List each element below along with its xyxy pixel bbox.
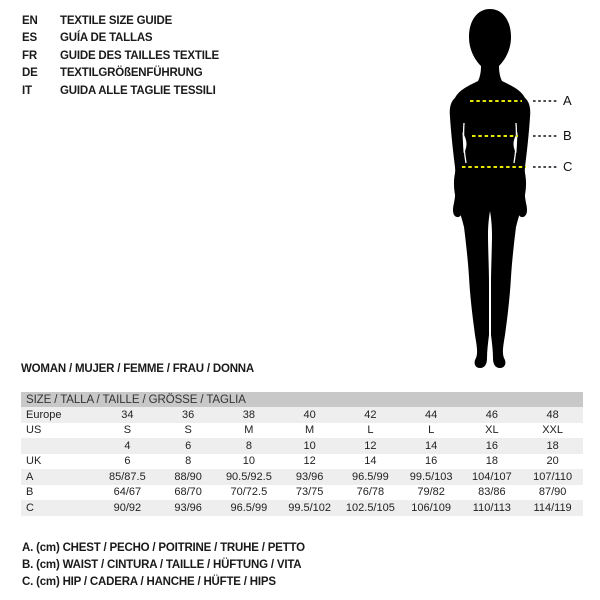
size-chart-header-row: [21, 392, 583, 407]
language-code: ES: [22, 32, 37, 45]
language-label: TEXTILGRÖßENFÜHRUNG: [60, 67, 203, 80]
legend-line: B. (cm) WAIST / CINTURA / TAILLE / HÜFTUNG / VITA: [22, 559, 302, 572]
size-cell: 107/110: [522, 469, 583, 485]
row-label: US: [26, 424, 42, 437]
size-cell: 73/75: [295, 486, 324, 499]
size-cell: 93/96: [279, 469, 340, 485]
size-cell: 90/92: [97, 500, 158, 516]
size-cell: 99.5/103: [401, 469, 462, 485]
size-cell: 83/86: [478, 486, 506, 499]
size-cell: 93/96: [158, 500, 219, 516]
language-code: IT: [22, 84, 32, 97]
size-cell: 12: [340, 438, 401, 454]
size-cell: 110/113: [462, 500, 523, 516]
table-row: [21, 454, 583, 470]
language-code: FR: [22, 49, 37, 62]
row-label: Europe: [21, 407, 97, 423]
size-cell: M: [305, 424, 315, 437]
size-cell: 16: [462, 438, 523, 454]
size-cell: 36: [158, 407, 219, 423]
size-cell: 96.5/99: [219, 500, 280, 516]
language-row: [22, 30, 219, 47]
row-label: [21, 438, 97, 454]
size-cell: XXL: [542, 424, 564, 437]
size-cell: 44: [401, 407, 462, 423]
legend-line: C. (cm) HIP / CADERA / HANCHE / HÜFTE / HIPS: [22, 576, 276, 589]
size-cell: 14: [401, 438, 462, 454]
size-cell: 34: [97, 407, 158, 423]
chest-label: A: [563, 93, 572, 108]
language-label: GUIDE DES TAILLES TEXTILE: [60, 49, 219, 62]
size-cell: 10: [279, 438, 340, 454]
table-row: [21, 423, 583, 439]
size-cell: 76/78: [356, 486, 385, 499]
size-cell: 106/109: [401, 500, 462, 516]
size-cell: 90.5/92.5: [219, 469, 280, 485]
size-cell: 20: [546, 455, 559, 468]
size-cell: 12: [303, 455, 316, 468]
woman-silhouette-figure: [430, 5, 600, 373]
table-row: [21, 438, 583, 454]
table-row: [21, 407, 583, 423]
size-cell: 104/107: [462, 469, 523, 485]
language-label: TEXTILE SIZE GUIDE: [60, 15, 173, 27]
waist-label: B: [563, 128, 572, 143]
size-cell: 99.5/102: [279, 500, 340, 516]
table-row: [21, 469, 583, 485]
size-cell: 88/90: [158, 469, 219, 485]
measurement-legend: [22, 540, 305, 592]
size-cell: 40: [279, 407, 340, 423]
size-chart-header: SIZE / TALLA / TAILLE / GRÖSSE / TAGLIA: [21, 392, 583, 407]
size-chart-title: WOMAN / MUJER / FEMME / FRAU / DONNA: [21, 363, 255, 375]
size-cell: 4: [97, 438, 158, 454]
legend-line: A. (cm) CHEST / PECHO / POITRINE / TRUHE / PETTO: [22, 542, 305, 554]
size-cell: 85/87.5: [97, 469, 158, 485]
size-cell: 14: [364, 455, 377, 468]
size-cell: 114/119: [522, 500, 583, 516]
size-cell: 48: [522, 407, 583, 423]
size-cell: S: [184, 424, 192, 437]
size-cell: L: [367, 424, 374, 437]
size-chart-table: [21, 392, 583, 516]
hip-label: C: [563, 159, 573, 174]
language-row: [22, 13, 219, 30]
size-cell: 70/72.5: [230, 486, 268, 499]
size-cell: L: [428, 424, 435, 437]
size-cell: 18: [485, 455, 498, 468]
row-label: B: [26, 486, 34, 499]
size-cell: 42: [340, 407, 401, 423]
language-row: [22, 83, 219, 100]
size-cell: 46: [462, 407, 523, 423]
language-list: [22, 13, 219, 100]
language-code: EN: [22, 15, 38, 27]
size-cell: 10: [242, 455, 255, 468]
language-code: DE: [22, 67, 38, 80]
row-label: UK: [26, 455, 42, 468]
size-cell: 16: [425, 455, 438, 468]
size-cell: 8: [219, 438, 280, 454]
size-cell: 87/90: [538, 486, 567, 499]
size-cell: 6: [158, 438, 219, 454]
size-cell: M: [244, 424, 254, 437]
table-row: [21, 500, 583, 516]
language-row: [22, 48, 219, 65]
size-cell: 96.5/99: [340, 469, 401, 485]
size-cell: 79/82: [417, 486, 445, 499]
size-cell: 6: [124, 455, 131, 468]
row-label: A: [21, 469, 97, 485]
language-label: GUIDA ALLE TAGLIE TESSILI: [60, 84, 216, 97]
size-cell: 64/67: [113, 486, 142, 499]
size-cell: 102.5/105: [340, 500, 401, 516]
language-label: GUÍA DE TALLAS: [60, 32, 153, 45]
silhouette-svg: [430, 5, 600, 373]
row-label: C: [21, 500, 97, 516]
table-row: [21, 485, 583, 501]
language-row: [22, 65, 219, 82]
size-cell: 18: [522, 438, 583, 454]
size-cell: S: [123, 424, 132, 437]
size-cell: 8: [185, 455, 192, 468]
size-cell: 68/70: [174, 486, 202, 499]
size-cell: 38: [219, 407, 280, 423]
size-cell: XL: [485, 424, 499, 437]
